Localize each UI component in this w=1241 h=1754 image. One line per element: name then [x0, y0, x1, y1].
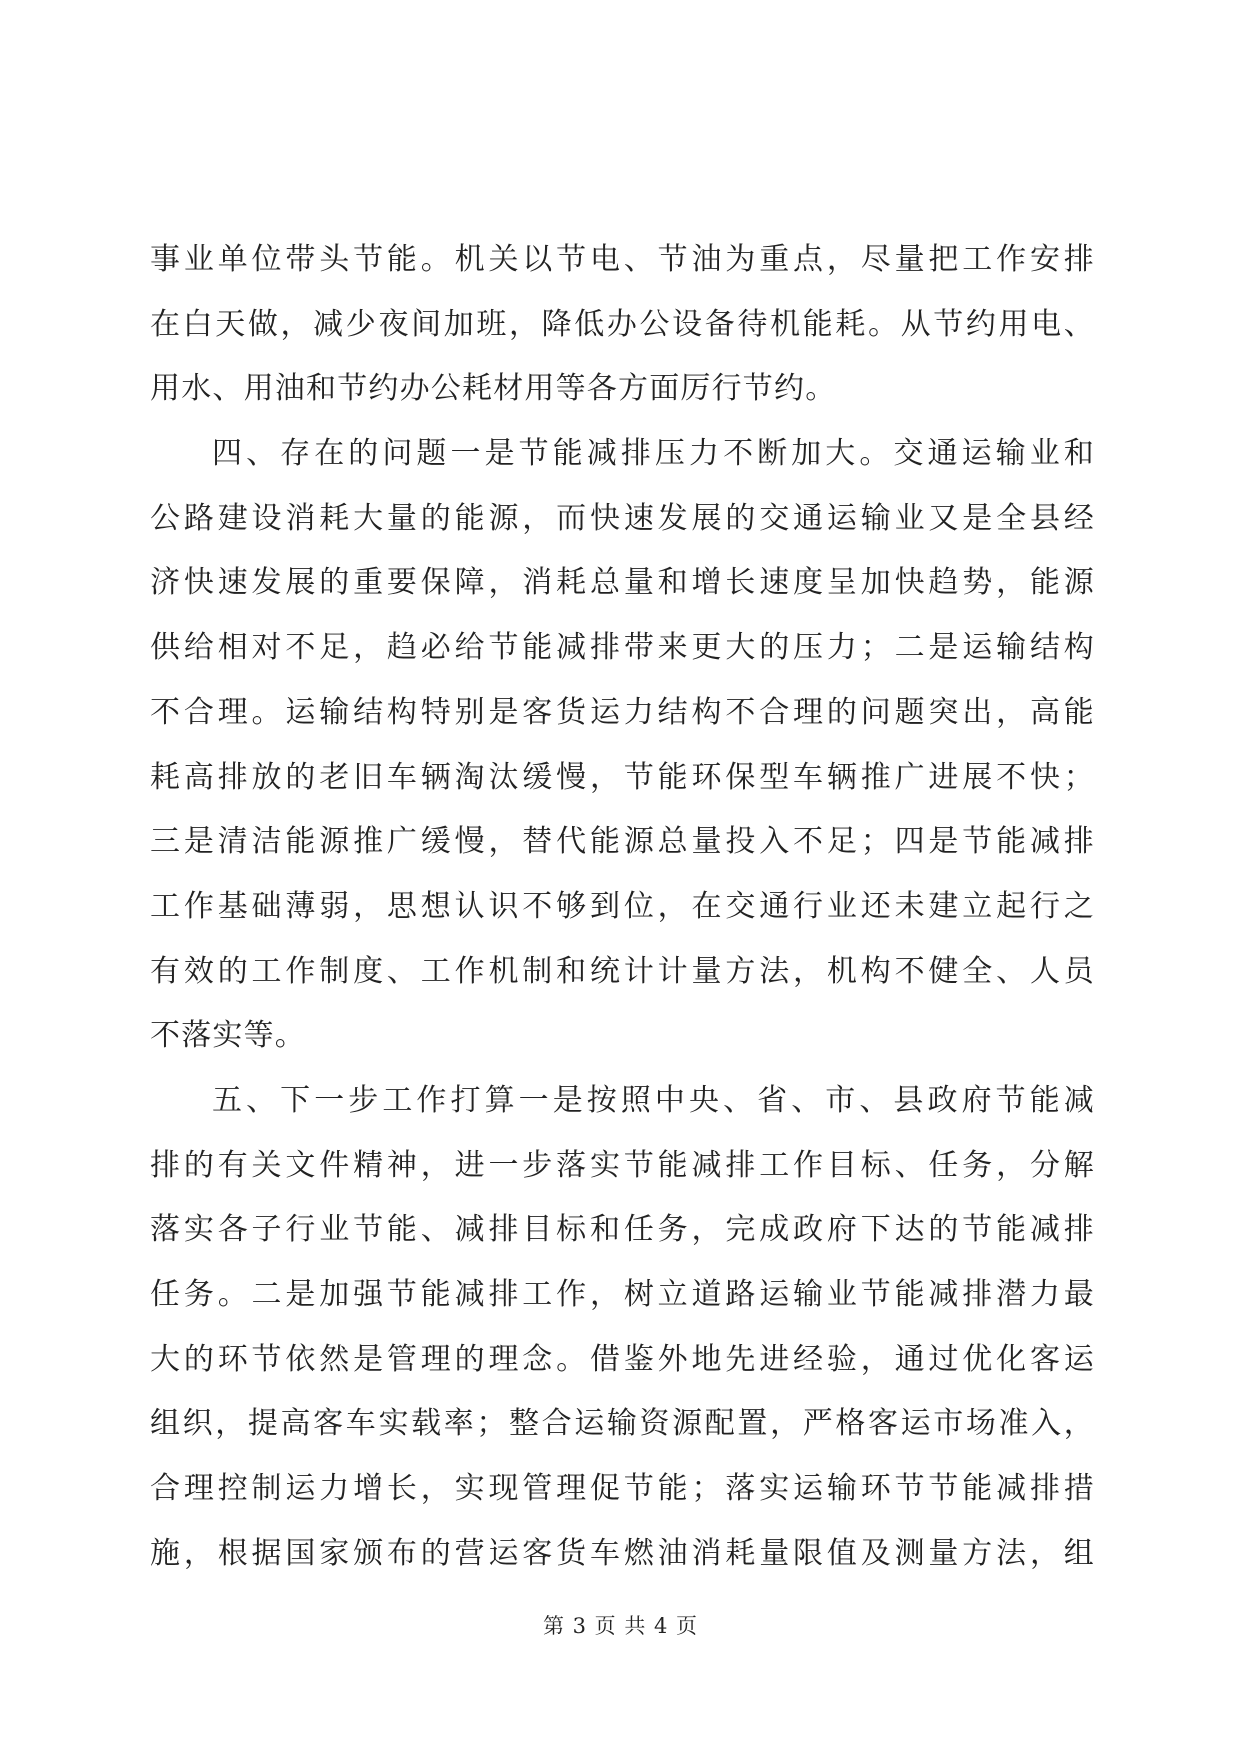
document-body — [150, 228, 1095, 1586]
text-line: 用水、用油和节约办公耗材用等各方面厉行节约。 — [150, 371, 837, 407]
text-line: 供给相对不足，趋必给节能减排带来更大的压力；二是运输结构 — [150, 630, 1095, 666]
text-line: 有效的工作制度、工作机制和统计计量方法，机构不健全、人员 — [150, 953, 1095, 989]
text-line: 济快速发展的重要保障，消耗总量和增长速度呈加快趋势，能源 — [150, 565, 1095, 601]
text-line: 三是清洁能源推广缓慢，替代能源总量投入不足；四是节能减排 — [150, 824, 1095, 860]
text-line: 事业单位带头节能。机关以节电、节油为重点，尽量把工作安排 — [150, 242, 1095, 277]
text-line: 任务。二是加强节能减排工作，树立道路运输业节能减排潜力最 — [150, 1277, 1095, 1312]
paragraph-1 — [150, 228, 1095, 422]
text-line: 排的有关文件精神，进一步落实节能减排工作目标、任务，分解 — [150, 1147, 1095, 1183]
text-line: 四、存在的问题一是节能减排压力不断加大。交通运输业和 — [212, 436, 1095, 472]
text-line: 合理控制运力增长，实现管理促节能；落实运输环节节能减排措 — [150, 1471, 1095, 1507]
text-line: 耗高排放的老旧车辆淘汰缓慢，节能环保型车辆推广进展不快； — [150, 759, 1095, 795]
text-line: 不合理。运输结构特别是客货运力结构不合理的问题突出，高能 — [150, 694, 1095, 730]
text-line: 工作基础薄弱，思想认识不够到位，在交通行业还未建立起行之 — [150, 888, 1095, 924]
paragraph-2 — [150, 422, 1095, 1069]
text-line: 施，根据国家颁布的营运客货车燃油消耗量限值及测量方法，组 — [150, 1535, 1095, 1571]
text-line: 公路建设消耗大量的能源，而快速发展的交通运输业又是全县经 — [150, 500, 1095, 536]
text-line: 落实各子行业节能、减排目标和任务，完成政府下达的节能减排 — [150, 1212, 1095, 1248]
text-line: 大的环节依然是管理的理念。借鉴外地先进经验，通过优化客运 — [150, 1341, 1095, 1377]
text-line: 组织，提高客车实载率；整合运输资源配置，严格客运市场准入， — [150, 1406, 1095, 1442]
text-line: 在白天做，减少夜间加班，降低办公设备待机能耗。从节约用电、 — [150, 306, 1095, 342]
page-number-footer: 第 3 页 共 4 页 — [542, 1614, 699, 1638]
paragraph-3 — [150, 1069, 1095, 1587]
text-line: 不落实等。 — [150, 1018, 306, 1054]
text-line: 五、下一步工作打算一是按照中央、省、市、县政府节能减 — [212, 1082, 1095, 1118]
